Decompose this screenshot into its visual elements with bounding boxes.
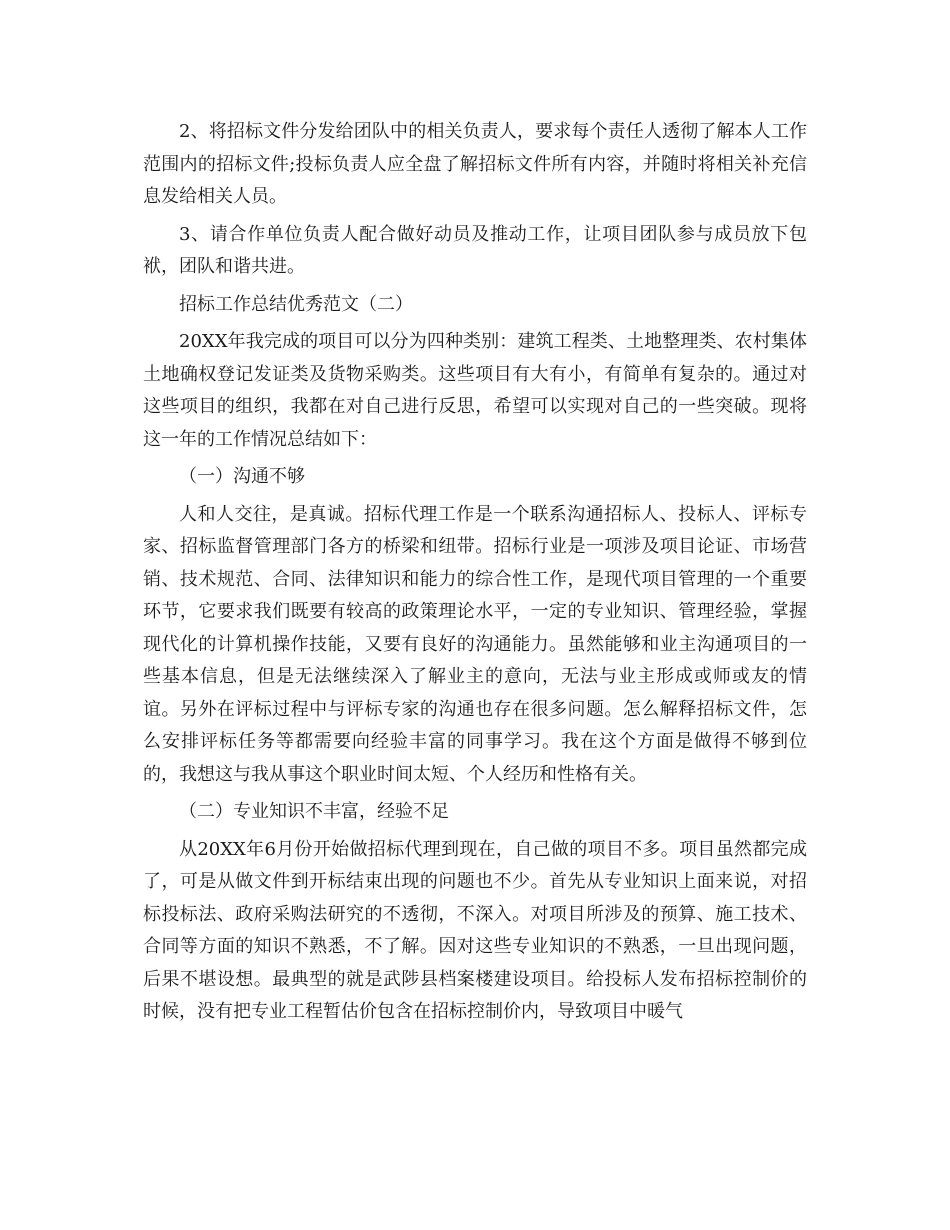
paragraph-knowledge: 从20XX年6月份开始做招标代理到现在，自己做的项目不多。项目虽然都完成了，可是从做文件到开标结束出现的问题也不少。首先从专业知识上面来说，对招标投标法、政府采购法研究的不透彻，不深入。对项目所涉及的预算、施工技术、合同等方面的知识不熟悉，不了解。因对这些专业知识的不熟悉，一旦出现问题，后果不堪设想。最典型的就是武陟县档案楼建设项目。给投标人发布招标控制价的时候，没有把专业工程暂估价包含在招标控制价内，导致项目中暖气 [143, 838, 807, 1022]
paragraph-item-3: 3、请合作单位负责人配合做好动员及推动工作，让项目团队参与成员放下包袱，团队和谐共进。 [143, 223, 807, 277]
paragraph-item-2: 2、将招标文件分发给团队中的相关负责人，要求每个责任人透彻了解本人工作范围内的招标文件;投标负责人应全盘了解招标文件所有内容，并随时将相关补充信息发给相关人员。 [143, 121, 807, 207]
subheading-communication: （一）沟通不够 [179, 466, 305, 487]
document-page [143, 116, 807, 1034]
paragraph-communication: 人和人交往，是真诚。招标代理工作是一个联系沟通招标人、投标人、评标专家、招标监督管理部门各方的桥梁和纽带。招标行业是一项涉及项目论证、市场营销、技术规范、合同、法律知识和能力的综合性工作，是现代项目管理的一个重要环节，它要求我们既要有较高的政策理论水平，一定的专业知识、管理经验，掌握现代化的计算机操作技能，又要有良好的沟通能力。虽然能够和业主沟通项目的一些基本信息，但是无法继续深入了解业主的意向，无法与业主形成或师或友的情谊。另外在评标过程中与评标专家的沟通也存在很多问题。怎么解释招标文件，怎么安排评标任务等都需要向经验丰富的同事学习。我在这个方面是做得不够到位的，我想这与我从事这个职业时间太短、个人经历和性格有关。 [143, 503, 807, 785]
paragraph-intro: 20XX年我完成的项目可以分为四种类别：建筑工程类、土地整理类、农村集体土地确权登记发证类及货物采购类。这些项目有大有小，有简单有复杂的。通过对这些项目的组织，我都在对自己进行反思，希望可以实现对自己的一些突破。现将这一年的工作情况总结如下： [143, 331, 807, 450]
subheading-knowledge: （二）专业知识不丰富，经验不足 [179, 801, 449, 822]
section-heading: 招标工作总结优秀范文（二） [179, 293, 413, 315]
